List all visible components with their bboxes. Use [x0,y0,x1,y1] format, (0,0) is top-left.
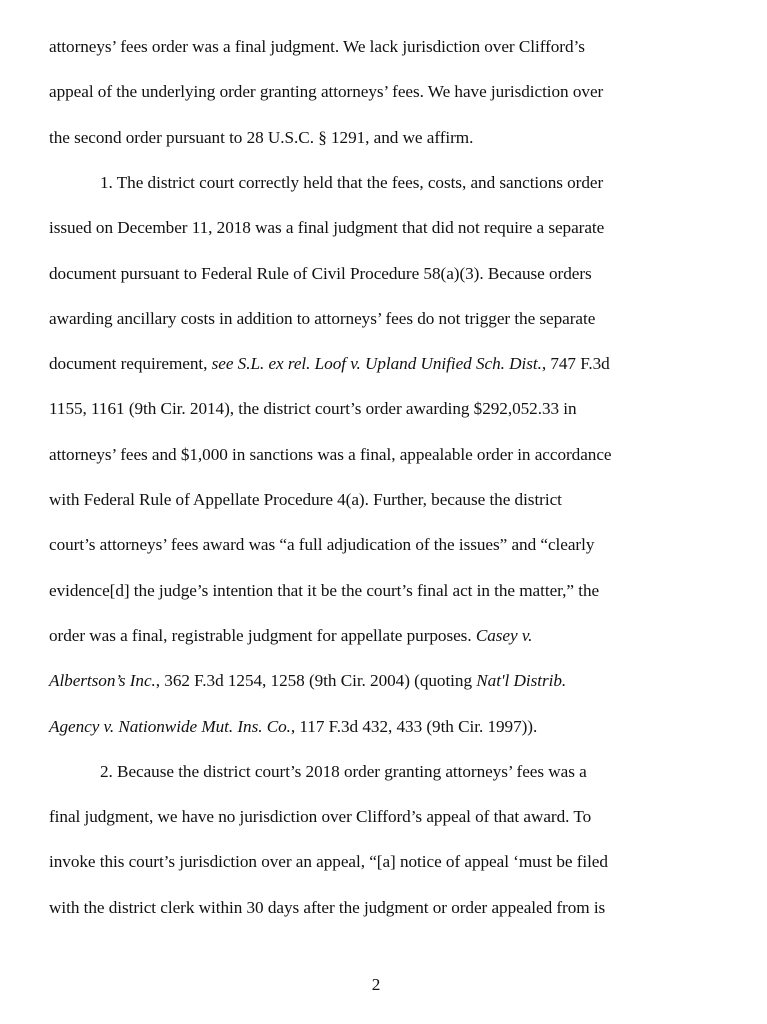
text-segment: 1155, 1161 (9th Cir. 2014), the district court’s order awarding $292,052.33 in [49,399,577,419]
text-segment: the second order pursuant to 28 U.S.C. § 1291, and we affirm. [49,127,474,147]
text-segment: document requirement, [49,354,212,374]
text-segment: , 747 F.3d [541,354,610,374]
text-segment: awarding ancillary costs in addition to attorneys’ fees do not trigger the separate [49,308,596,328]
text-segment: attorneys’ fees and $1,000 in sanctions was a final, appealable order in accordance [49,444,612,464]
page-number: 2 [371,975,381,994]
text-line [49,898,605,918]
text-segment: evidence[d] the judge’s intention that it be the court’s final act in the matter,” the [49,580,600,600]
text-line [49,354,610,374]
text-line [49,852,608,872]
text-segment: 2. Because the district court’s 2018 order granting attorneys’ fees was a [100,761,587,781]
text-segment: with the district clerk within 30 days after the judgment or order appealed from is [49,897,606,917]
text-line [49,671,566,691]
text-line [49,445,611,465]
text-segment: issued on December 11, 2018 was a final judgment that did not require a separate [49,218,605,238]
citation-italic: Albertson’s Inc. [49,671,156,691]
text-segment: final judgment, we have no jurisdiction over Clifford’s appeal of that award. To [49,807,592,827]
text-line [100,173,603,193]
text-line [49,37,585,57]
text-segment: invoke this court’s jurisdiction over an appeal, “[a] notice of appeal ‘must be filed [49,852,608,872]
text-line [100,762,587,782]
citation-italic: Nat'l Distrib. [476,671,567,691]
text-segment: court’s attorneys’ fees award was “a full adjudication of the issues” and “clearly [49,535,595,555]
text-segment: 1. The district court correctly held that the fees, costs, and sanctions order [100,172,604,192]
text-segment: attorneys’ fees order was a final judgment. We lack jurisdiction over Clifford’s [49,37,585,56]
text-line [49,218,604,238]
text-line [49,399,577,419]
text-line [49,264,592,284]
text-line [49,581,599,601]
text-line [49,535,594,555]
text-line [49,626,532,646]
text-segment: appeal of the underlying order granting attorneys’ fees. We have jurisdiction over [49,82,604,102]
text-segment: , 117 F.3d 432, 433 (9th Cir. 1997)). [290,716,538,736]
text-segment: order was a final, registrable judgment for appellate purposes. [49,625,476,645]
citation-italic: Casey v. [475,625,533,645]
text-segment: document pursuant to Federal Rule of Civil Procedure 58(a)(3). Because orders [49,263,592,283]
text-line [49,717,537,737]
text-line [49,807,591,827]
text-line [49,128,473,148]
text-line [49,82,603,102]
text-segment: with Federal Rule of Appellate Procedure 4(a). Further, because the district [49,490,562,509]
text-segment: , 362 F.3d 1254, 1258 (9th Cir. 2004) (quoting [155,671,477,691]
text-line [49,490,562,510]
citation-italic: see S.L. ex rel. Loof v. Upland Unified Sch. Dist. [211,354,542,374]
text-line [49,309,595,329]
citation-italic: Agency v. Nationwide Mut. Ins. Co. [49,716,291,736]
